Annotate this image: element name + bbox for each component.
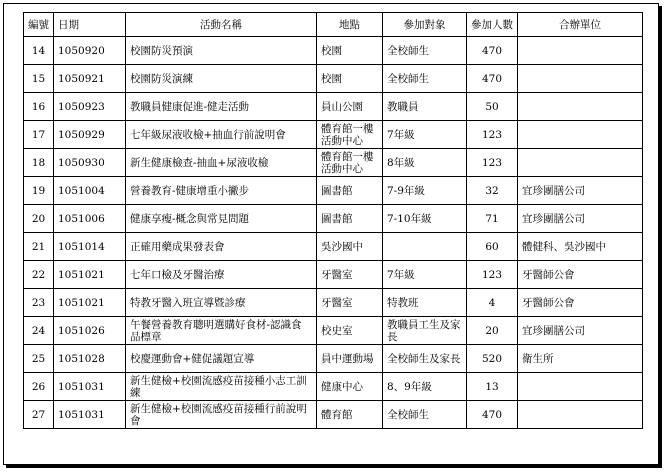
cell-no: 16 xyxy=(24,93,54,121)
cell-place: 健康中心 xyxy=(317,373,383,401)
header-partner: 合辦單位 xyxy=(518,13,643,37)
cell-count: 60 xyxy=(467,233,518,261)
cell-count: 32 xyxy=(467,177,518,205)
cell-target: 8、9年級 xyxy=(383,373,467,401)
cell-count: 50 xyxy=(467,93,518,121)
header-count: 參加人數 xyxy=(467,13,518,37)
table-row xyxy=(24,205,643,233)
cell-partner: 宜珍團膳公司 xyxy=(518,205,643,233)
cell-place: 牙醫室 xyxy=(317,289,383,317)
cell-partner: 體健科、吳沙國中 xyxy=(518,233,643,261)
cell-no: 25 xyxy=(24,345,54,373)
cell-partner xyxy=(518,37,643,65)
cell-activity-name: 新生健檢+校園流感疫苗接種小志工訓練 xyxy=(126,373,317,401)
cell-place: 圖書館 xyxy=(317,177,383,205)
cell-count: 470 xyxy=(467,401,518,429)
cell-no: 23 xyxy=(24,289,54,317)
cell-place: 校園 xyxy=(317,37,383,65)
cell-partner: 宜珍團膳公司 xyxy=(518,317,643,345)
cell-partner: 衛生所 xyxy=(518,345,643,373)
cell-no: 14 xyxy=(24,37,54,65)
header-row xyxy=(24,13,643,37)
cell-date: 1051004 xyxy=(54,177,126,205)
cell-target: 7-10年級 xyxy=(383,205,467,233)
table-row xyxy=(24,93,643,121)
table-row xyxy=(24,233,643,261)
header-activity-name: 活動名稱 xyxy=(126,13,317,37)
cell-date: 1050930 xyxy=(54,149,126,177)
cell-activity-name: 新生健康檢查-抽血+尿液收檢 xyxy=(126,149,317,177)
cell-activity-name: 校園防災演練 xyxy=(126,65,317,93)
cell-count: 71 xyxy=(467,205,518,233)
cell-activity-name: 正確用藥成果發表會 xyxy=(126,233,317,261)
cell-date: 1050923 xyxy=(54,93,126,121)
cell-place: 校園 xyxy=(317,65,383,93)
cell-target: 7年級 xyxy=(383,261,467,289)
cell-count: 13 xyxy=(467,373,518,401)
table-row xyxy=(24,317,643,345)
cell-partner xyxy=(518,373,643,401)
cell-activity-name: 午餐營養教育聰明選購好食材-認識食品標章 xyxy=(126,317,317,345)
table-row xyxy=(24,149,643,177)
cell-date: 1051028 xyxy=(54,345,126,373)
cell-count: 520 xyxy=(467,345,518,373)
table-row xyxy=(24,345,643,373)
cell-place: 員山公園 xyxy=(317,93,383,121)
cell-count: 123 xyxy=(467,261,518,289)
cell-target: 教職員工生及家長 xyxy=(383,317,467,345)
cell-date: 1050929 xyxy=(54,121,126,149)
cell-date: 1051014 xyxy=(54,233,126,261)
cell-activity-name: 營養教育-健康增重小撇步 xyxy=(126,177,317,205)
cell-activity-name: 七年級尿液收檢+抽血行前說明會 xyxy=(126,121,317,149)
cell-date: 1051031 xyxy=(54,373,126,401)
table-body xyxy=(24,37,643,429)
cell-date: 1051021 xyxy=(54,261,126,289)
cell-target: 全校師生 xyxy=(383,37,467,65)
cell-count: 123 xyxy=(467,149,518,177)
cell-target: 7-9年級 xyxy=(383,177,467,205)
cell-place: 吳沙國中 xyxy=(317,233,383,261)
cell-date: 1051031 xyxy=(54,401,126,429)
cell-activity-name: 健康享瘦-概念與常見問題 xyxy=(126,205,317,233)
cell-count: 470 xyxy=(467,65,518,93)
cell-no: 24 xyxy=(24,317,54,345)
cell-partner xyxy=(518,401,643,429)
cell-no: 27 xyxy=(24,401,54,429)
cell-no: 19 xyxy=(24,177,54,205)
cell-count: 470 xyxy=(467,37,518,65)
table-row xyxy=(24,177,643,205)
cell-partner xyxy=(518,149,643,177)
cell-target: 教職員 xyxy=(383,93,467,121)
cell-place: 體育館一樓活動中心 xyxy=(317,121,383,149)
cell-count: 123 xyxy=(467,121,518,149)
table-row xyxy=(24,289,643,317)
cell-activity-name: 校園防災預演 xyxy=(126,37,317,65)
cell-partner: 牙醫師公會 xyxy=(518,261,643,289)
cell-place: 牙醫室 xyxy=(317,261,383,289)
cell-activity-name: 特教牙醫入班宣導暨診療 xyxy=(126,289,317,317)
cell-partner xyxy=(518,65,643,93)
cell-target: 全校師生 xyxy=(383,401,467,429)
cell-target: 8年級 xyxy=(383,149,467,177)
cell-partner xyxy=(518,93,643,121)
cell-place: 圖書館 xyxy=(317,205,383,233)
table-row xyxy=(24,65,643,93)
cell-activity-name: 教職員健康促進-健走活動 xyxy=(126,93,317,121)
cell-no: 21 xyxy=(24,233,54,261)
cell-place: 體育館一樓活動中心 xyxy=(317,149,383,177)
cell-date: 1050920 xyxy=(54,37,126,65)
cell-activity-name: 七年口檢及牙醫治療 xyxy=(126,261,317,289)
cell-count: 4 xyxy=(467,289,518,317)
cell-date: 1050921 xyxy=(54,65,126,93)
cell-count: 20 xyxy=(467,317,518,345)
cell-activity-name: 新生健檢+校園流感疫苗接種行前說明會 xyxy=(126,401,317,429)
cell-no: 20 xyxy=(24,205,54,233)
header-place: 地點 xyxy=(317,13,383,37)
cell-no: 15 xyxy=(24,65,54,93)
cell-target: 7年級 xyxy=(383,121,467,149)
table-row xyxy=(24,373,643,401)
cell-partner: 宜珍團膳公司 xyxy=(518,177,643,205)
cell-no: 26 xyxy=(24,373,54,401)
activity-table xyxy=(23,12,643,429)
cell-target: 全校師生及家長 xyxy=(383,345,467,373)
cell-target: 全校師生 xyxy=(383,65,467,93)
cell-no: 17 xyxy=(24,121,54,149)
cell-date: 1051026 xyxy=(54,317,126,345)
cell-partner: 牙醫師公會 xyxy=(518,289,643,317)
cell-partner xyxy=(518,121,643,149)
table-header xyxy=(24,13,643,37)
cell-target xyxy=(383,233,467,261)
cell-place: 校史室 xyxy=(317,317,383,345)
header-date: 日期 xyxy=(54,13,126,37)
cell-place: 體育館 xyxy=(317,401,383,429)
header-target: 參加對象 xyxy=(383,13,467,37)
cell-date: 1051006 xyxy=(54,205,126,233)
table-row xyxy=(24,261,643,289)
table-row xyxy=(24,37,643,65)
header-no: 編號 xyxy=(24,13,54,37)
cell-target: 特教班 xyxy=(383,289,467,317)
cell-place: 員中運動場 xyxy=(317,345,383,373)
table-row xyxy=(24,121,643,149)
cell-no: 18 xyxy=(24,149,54,177)
cell-activity-name: 校慶運動會+健促議題宣導 xyxy=(126,345,317,373)
table-row xyxy=(24,401,643,429)
cell-no: 22 xyxy=(24,261,54,289)
cell-date: 1051021 xyxy=(54,289,126,317)
